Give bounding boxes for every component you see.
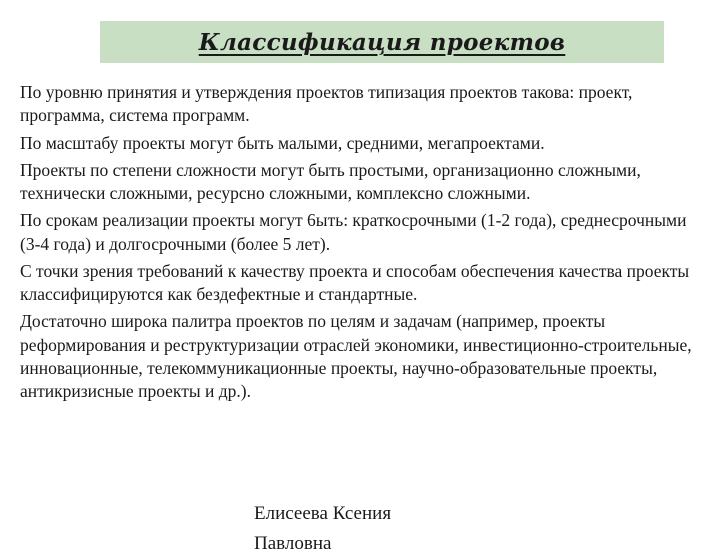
paragraph-duration: По срокам реализации проекты могут 6ыть: краткосрочными (1-2 года), среднесрочными (3-4 года) и долгосрочными (более 5 лет). bbox=[20, 210, 687, 254]
paragraph-scale: По масштабу проекты могут быть малыми, средними, мегапроектами. bbox=[20, 132, 545, 153]
paragraph-quality: С точки зрения требований к качеству проекта и способам обеспечения качества проекты классифицируются как бездефектные и стандартные. bbox=[20, 260, 690, 304]
title-banner bbox=[100, 21, 664, 63]
paragraph-goals: Достаточно широка палитра проектов по целям и задачам (например, проекты реформирования и реструктуризации отраслей экономики, инвестиционно-строительные, инновационные, телекоммуникационные проекты, научно-образовательные проекты, антикризисные проекты и др.). bbox=[20, 311, 692, 402]
paragraph-approval-level: По уровню принятия и утверждения проектов типизация проектов такова: проект, программа, система программ. bbox=[20, 82, 633, 126]
classification-list bbox=[20, 81, 700, 407]
author-name: Елисеева Ксения Павловна bbox=[254, 503, 392, 554]
paragraph-complexity: Проекты по степени сложности могут быть простыми, организационно сложными, технически сложными, ресурсно сложными, комплексно сложными. bbox=[20, 159, 641, 203]
page-title: Классификация проектов bbox=[198, 29, 566, 56]
